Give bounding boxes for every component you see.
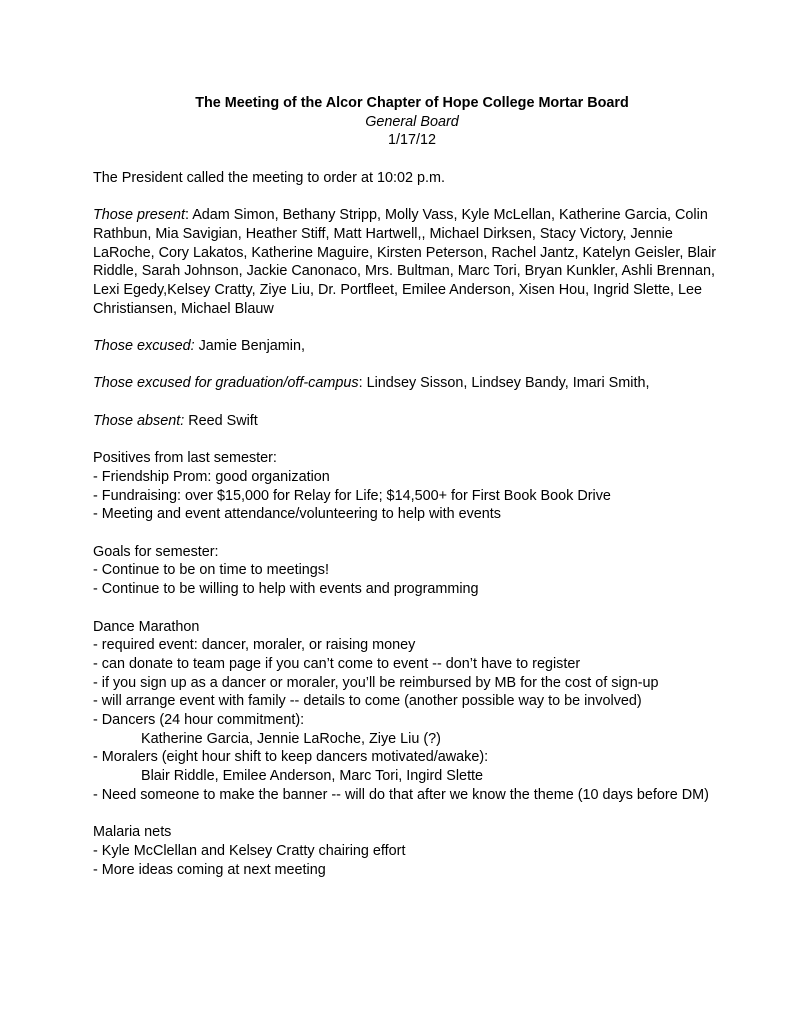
- dance-marathon-section: [93, 618, 731, 805]
- document-date: 1/17/12: [387, 132, 436, 149]
- moralers-names: Blair Riddle, Emilee Anderson, Marc Tori, Ingird Slette: [141, 768, 484, 785]
- list-item: - Continue to be willing to help with events and programming: [93, 581, 479, 598]
- document-title: The Meeting of the Alcor Chapter of Hope College Mortar Board: [195, 95, 629, 111]
- list-item: - can donate to team page if you can’t come to event -- don’t have to register: [93, 655, 581, 672]
- dance-marathon-list: [93, 636, 731, 804]
- list-item: - More ideas coming at next meeting: [93, 861, 326, 878]
- section-heading: Positives from last semester:: [93, 450, 277, 467]
- attendance-excused: [93, 337, 731, 356]
- list-item: - will arrange event with family -- details to come (another possible way to be involved): [93, 693, 642, 710]
- absent-names: Reed Swift: [184, 412, 258, 429]
- document-header: [93, 94, 731, 150]
- attendance-present: [93, 206, 731, 318]
- positives-section: [93, 449, 731, 524]
- dancers-names: Katherine Garcia, Jennie LaRoche, Ziye Liu (?): [141, 730, 441, 747]
- malaria-section: [93, 823, 731, 879]
- list-item: - Dancers (24 hour commitment):: [93, 712, 305, 729]
- list-item: - Need someone to make the banner -- will do that after we know the theme (10 days before DM): [93, 786, 709, 803]
- list-item: - Continue to be on time to meetings!: [93, 562, 329, 579]
- list-item: - Moralers (eight hour shift to keep dancers motivated/awake):: [93, 749, 489, 766]
- excused-grad-label: Those excused for graduation/off-campus: [93, 375, 359, 392]
- absent-label: Those absent:: [93, 412, 185, 429]
- list-item: - Fundraising: over $15,000 for Relay for Life; $14,500+ for First Book Book Drive: [93, 487, 611, 504]
- list-item: - Meeting and event attendance/volunteering to help with events: [93, 506, 502, 523]
- list-item: - Kyle McClellan and Kelsey Cratty chairing effort: [93, 842, 406, 859]
- section-heading: Malaria nets: [93, 824, 172, 841]
- attendance-excused-graduation: [93, 374, 731, 393]
- excused-grad-names: : Lindsey Sisson, Lindsey Bandy, Imari Smith,: [358, 375, 650, 392]
- excused-names: Jamie Benjamin,: [194, 338, 305, 355]
- list-item: - required event: dancer, moraler, or raising money: [93, 637, 416, 654]
- list-item: - if you sign up as a dancer or moraler, you’ll be reimbursed by MB for the cost of sign-up: [93, 674, 659, 691]
- section-heading: Goals for semester:: [93, 543, 219, 560]
- present-names: : Adam Simon, Bethany Stripp, Molly Vass, Kyle McLellan, Katherine Garcia, Colin Rathbun, Mia Savigian, Heather Stiff, Matt Hartwell,, Michael Dirksen, Stacy Victory, Jennie LaRoche, Cory Lakatos, Katherine Maguire, Kirsten Peterson, Rachel Jantz, Katelyn Geisler, Blair Riddle, Sarah Johnson, Jackie Canonaco, Mrs. Bultman, Marc Tori, Bryan Kunkler, Ashli Brennan, Lexi Egedy,Kelsey Cratty, Ziye Liu, Dr. Portfleet, Emilee Anderson, Xisen Hou, Ingrid Slette, Lee Christiansen, Michael Blauw: [93, 207, 717, 317]
- goals-section: [93, 543, 731, 599]
- document-subtitle: General Board: [365, 113, 459, 130]
- list-item: - Friendship Prom: good organization: [93, 468, 330, 485]
- attendance-absent: [93, 412, 731, 431]
- positives-list: [93, 468, 731, 524]
- malaria-list: [93, 842, 731, 879]
- present-label: Those present: [93, 207, 185, 224]
- excused-label: Those excused:: [93, 338, 195, 355]
- section-heading: Dance Marathon: [93, 618, 200, 635]
- goals-list: [93, 561, 731, 598]
- call-to-order: The President called the meeting to order at 10:02 p.m.: [93, 169, 445, 186]
